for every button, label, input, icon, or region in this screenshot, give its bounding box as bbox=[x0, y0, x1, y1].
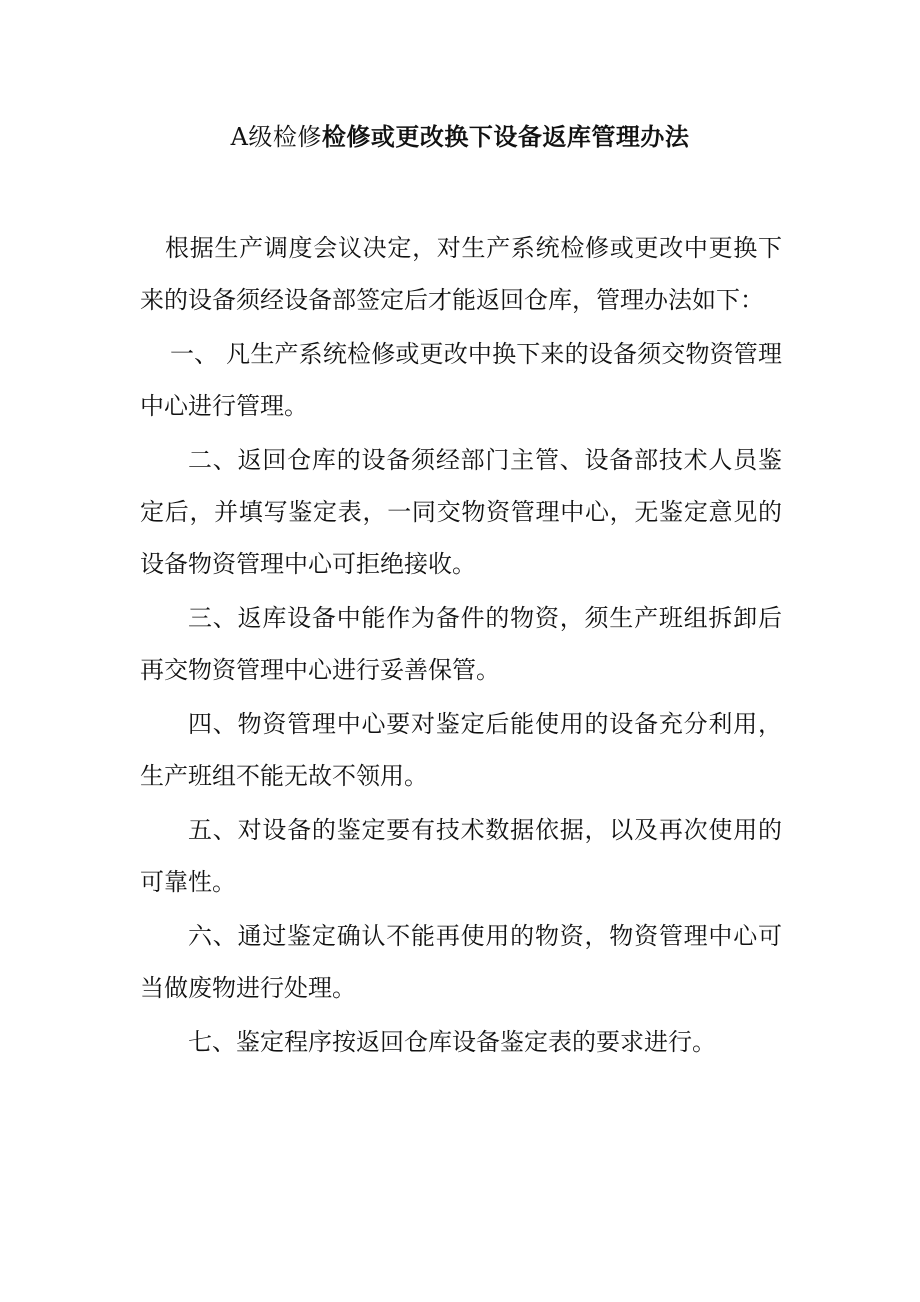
list-item: 三、返库设备中能作为备件的物资，须生产班组拆卸后再交物资管理中心进行妥善保管。 bbox=[140, 604, 782, 684]
document-title bbox=[0, 120, 920, 154]
intro-paragraph: 根据生产调度会议决定，对生产系统检修或更改中更换下来的设备须经设备部签定后才能返回仓库，管理办法如下： bbox=[140, 234, 782, 314]
list-item: 六、通过鉴定确认不能再使用的物资，物资管理中心可当做废物进行处理。 bbox=[140, 922, 782, 1002]
title-main: 检修或更改换下设备返库管理办法 bbox=[321, 122, 690, 151]
list-item: 四、物资管理中心要对鉴定后能使用的设备充分利用，生产班组不能无故不领用。 bbox=[140, 710, 782, 790]
list-item: 七、鉴定程序按返回仓库设备鉴定表的要求进行。 bbox=[188, 1028, 716, 1056]
list-item: 五、对设备的鉴定要有技术数据依据，以及再次使用的可靠性。 bbox=[140, 816, 782, 896]
list-item: 二、返回仓库的设备须经部门主管、设备部技术人员鉴定后，并填写鉴定表，一同交物资管理中心，无鉴定意见的设备物资管理中心可拒绝接收。 bbox=[140, 446, 782, 578]
list-item: 一、 凡生产系统检修或更改中换下来的设备须交物资管理中心进行管理。 bbox=[140, 340, 782, 420]
document-body bbox=[140, 222, 782, 1070]
title-prefix: A级检修 bbox=[230, 123, 322, 151]
